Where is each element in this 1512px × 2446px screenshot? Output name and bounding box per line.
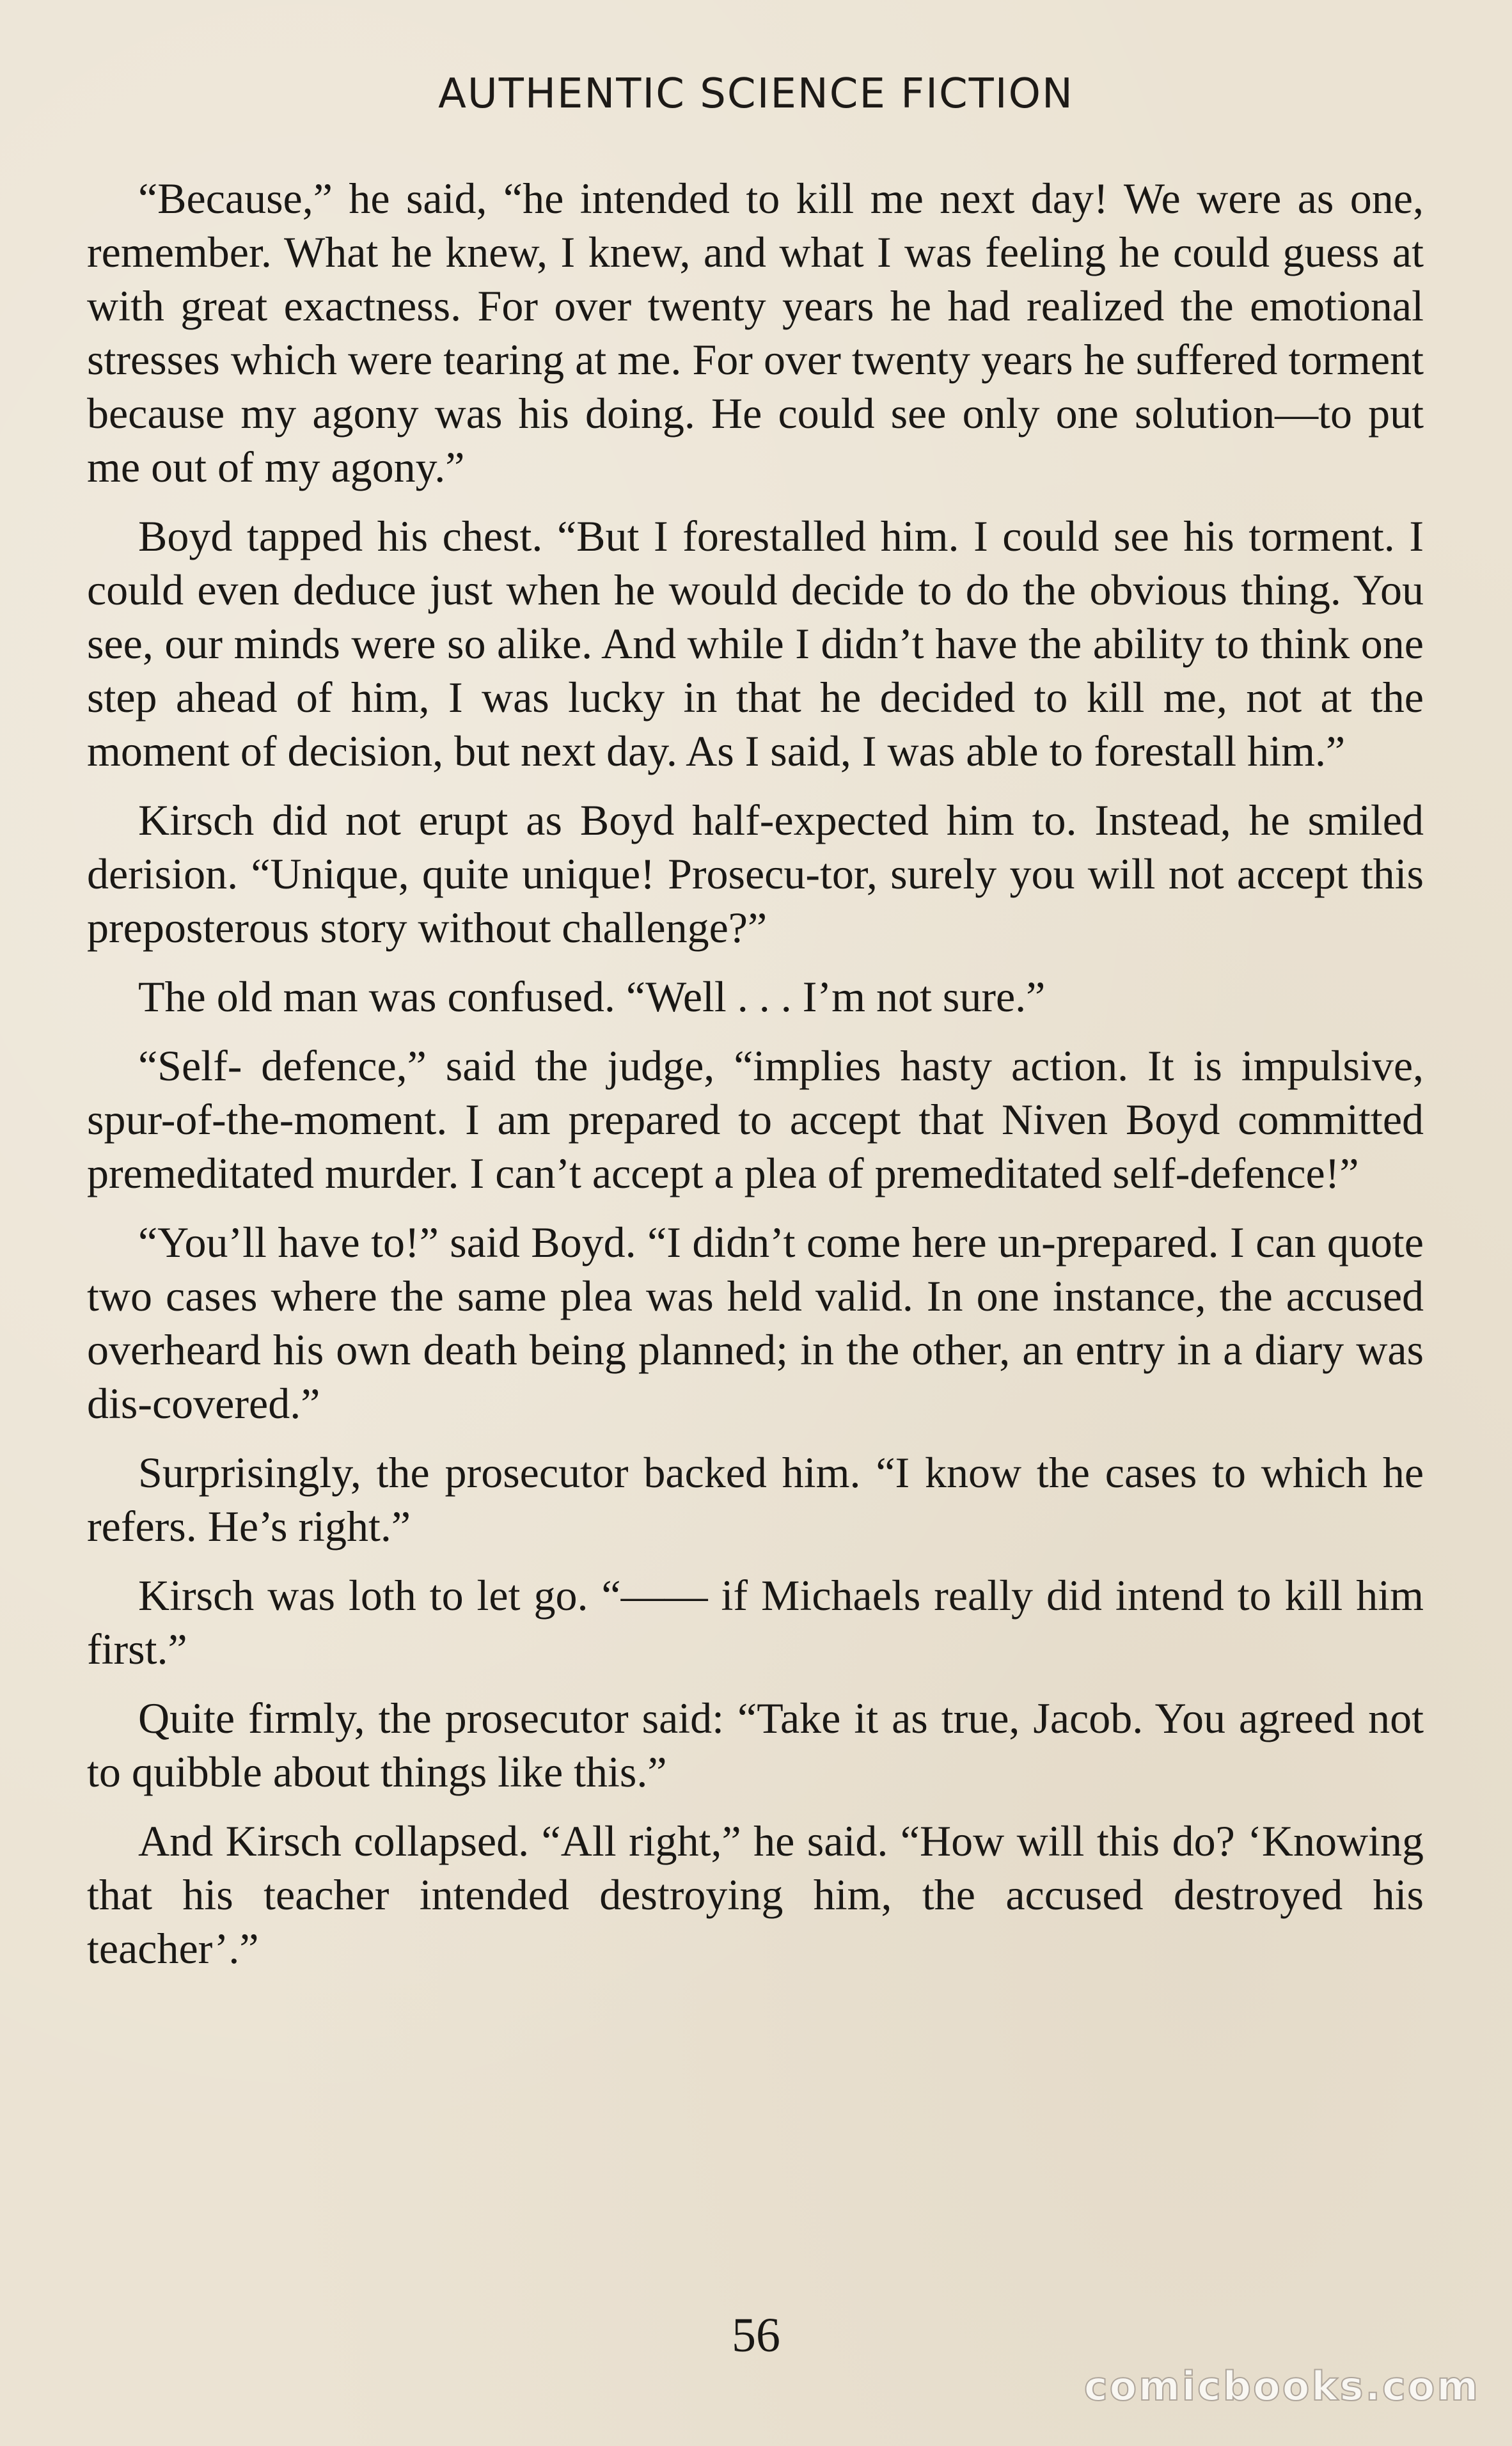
paragraph: Kirsch was loth to let go. “—— if Michaels really did intend to kill him first.” — [87, 1571, 1424, 1673]
paragraph: Surprisingly, the prosecutor backed him. “I know the cases to which he refers. He’s right.” — [87, 1448, 1424, 1550]
paragraph: Kirsch did not erupt as Boyd half-expected him to. Instead, he smiled derision. “Unique, quite unique! Prosecu-tor, surely you will not accept this preposterous story without challenge?” — [87, 796, 1424, 952]
paragraph: And Kirsch collapsed. “All right,” he said. “How will this do? ‘Knowing that his teacher intended destroying him, the accused destroyed his teacher’.” — [87, 1817, 1424, 1973]
paragraph: “You’ll have to!” said Boyd. “I didn’t come here un-prepared. I can quote two cases where the same plea was held valid. In one instance, the accused overheard his own death being planned; in the other, an entry in a diary was dis-covered.” — [87, 1218, 1424, 1428]
story-text — [87, 171, 1424, 1991]
paragraph: Quite firmly, the prosecutor said: “Take it as true, Jacob. You agreed not to quibble about things like this.” — [87, 1694, 1424, 1796]
running-head: AUTHENTIC SCIENCE FICTION — [438, 70, 1074, 118]
watermark: comicbooks.com — [1083, 2363, 1480, 2410]
paragraph: The old man was confused. “Well . . . I’m not sure.” — [138, 972, 1046, 1021]
paragraph: Boyd tapped his chest. “But I forestalled him. I could see his torment. I could even deduce just when he would decide to do the obvious thing. You see, our minds were so alike. And while I didn’t have the ability to think one step ahead of him, I was lucky in that he decided to kill me, not at the moment of decision, but next day. As I said, I was able to forestall him.” — [87, 512, 1424, 775]
paragraph: “Self- defence,” said the judge, “implies hasty action. It is impulsive, spur-of-the-moment. I am prepared to accept that Niven Boyd committed premeditated murder. I can’t accept a plea of premeditated self-defence!” — [87, 1041, 1424, 1197]
page-number: 56 — [732, 2308, 780, 2362]
paragraph: “Because,” he said, “he intended to kill me next day! We were as one, remember. What he knew, I knew, and what I was feeling he could guess at with great exactness. For over twenty years he had realized the emotional stresses which were tearing at me. For over twenty years he suffered torment because my agony was his doing. He could see only one solution—to put me out of my agony.” — [87, 174, 1424, 491]
